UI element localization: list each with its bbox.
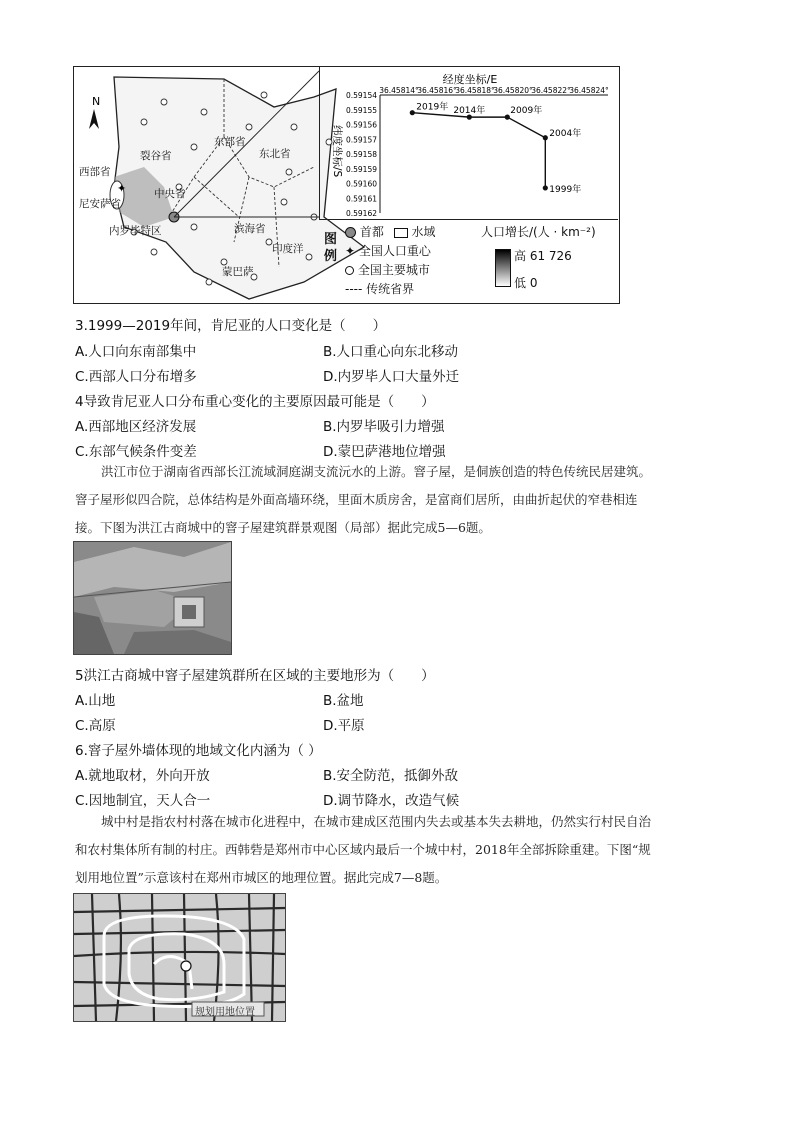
population-center-icon: ✦: [117, 182, 127, 195]
q5-option-c[interactable]: C.高原: [75, 718, 116, 734]
planning-map-caption: 规划用地位置: [195, 1007, 255, 1018]
legend-boundary: 传统省界: [366, 282, 415, 296]
q5-stem: 5洪江古商城中窨子屋建筑群所在区域的主要地形为（ ）: [75, 668, 435, 684]
q5-option-d[interactable]: D.平原: [323, 718, 365, 734]
label-mombasa: 蒙巴萨: [222, 266, 254, 278]
legend-water: 水域: [411, 225, 436, 239]
q3-option-c[interactable]: C.西部人口分布增多: [75, 369, 197, 385]
boundary-legend-icon: ----: [345, 282, 363, 296]
passage-hongjiang: [75, 458, 725, 542]
y-tick-label: 0.59157: [345, 135, 377, 145]
q6-stem: 6.窨子屋外墙体现的地域文化内涵为（ ）: [75, 743, 322, 759]
inset-chart: [320, 67, 618, 219]
q6-option-b[interactable]: B.安全防范，抵御外敌: [323, 768, 459, 784]
passage-line: 划用地位置”示意该村在郑州市城区的地理位置。据此完成7—8题。: [75, 870, 448, 885]
north-arrow-icon: [89, 109, 99, 129]
series-line: [412, 113, 545, 188]
label-northeast: 东北省: [259, 148, 291, 160]
q4-option-b[interactable]: B.内罗毕吸引力增强: [323, 419, 445, 435]
data-label: 1999年: [549, 184, 582, 195]
legend-center: 全国人口重心: [358, 244, 431, 258]
passage-line: 洪江市位于湖南省西部长江流域洞庭湖支流沅水的上游。窨子屋，是侗族创造的特色传统民居建筑。: [101, 464, 652, 479]
center-legend-icon: ✦: [345, 244, 356, 258]
y-tick-label: 0.59161: [345, 194, 377, 204]
growth-ramp: [495, 249, 511, 287]
x-tick-label: 36.45816°: [417, 86, 457, 95]
north-label: N: [92, 95, 101, 108]
legend-low: 低 0: [514, 276, 538, 290]
legend-high: 高 61 726: [514, 249, 572, 263]
capital-legend-icon: [345, 227, 356, 238]
data-label: 2004年: [549, 128, 582, 139]
x-tick-label: 36.45820°: [493, 86, 533, 95]
x-tick-label: 36.45822°: [531, 86, 571, 95]
q5-option-a[interactable]: A.山地: [75, 693, 116, 709]
x-tick-label: 36.45818°: [455, 86, 495, 95]
city-legend-icon: [345, 266, 354, 275]
legend-cities: 全国主要城市: [357, 263, 430, 277]
inset-chart-panel: [319, 67, 618, 220]
q6-option-d[interactable]: D.调节降水，改造气候: [323, 793, 460, 809]
passage-urban-village: [75, 808, 725, 892]
y-tick-label: 0.59154: [345, 91, 377, 100]
q6-option-a[interactable]: A.就地取材，外向开放: [75, 768, 210, 784]
y-tick-label: 0.59156: [345, 120, 377, 130]
passage-line: 接。下图为洪江古商城中的窨子屋建筑群景观图（局部）据此完成5—6题。: [75, 520, 491, 535]
y-tick-label: 0.59159: [345, 164, 377, 174]
q6-option-c[interactable]: C.因地制宜，天人合一: [75, 793, 211, 809]
label-rift: 裂谷省: [140, 150, 172, 162]
y-tick-label: 0.59158: [345, 150, 377, 159]
label-west: 西部省: [79, 166, 111, 178]
label-central: 中央省: [154, 188, 186, 200]
legend-title: 图例: [324, 232, 338, 264]
label-coast: 滨海省: [234, 223, 266, 235]
y-tick-label: 0.59160: [345, 179, 377, 189]
data-point: [410, 110, 415, 115]
q3-option-a[interactable]: A.人口向东南部集中: [75, 344, 197, 360]
kenya-figure: [73, 66, 620, 304]
q4-option-d[interactable]: D.蒙巴萨港地位增强: [323, 444, 446, 460]
data-point: [543, 185, 548, 190]
legend-capital: 首都: [359, 225, 384, 239]
data-point: [505, 115, 510, 120]
y-tick-label: 0.59155: [345, 105, 377, 115]
q3-stem: 3.1999—2019年间，肯尼亚的人口变化是（ ）: [75, 318, 387, 334]
data-label: 2009年: [510, 106, 543, 117]
y-tick-label: 0.59162: [345, 209, 377, 218]
legend-growth-title: 人口增长/(人 · km⁻²): [481, 225, 596, 239]
x-tick-label: 36.45824°: [569, 86, 609, 95]
water-legend-icon: [394, 228, 408, 238]
passage-line: 窨子屋形似四合院，总体结构是外面高墙环绕，里面木质房舍，是富商们居所，由曲折起伏的窄巷相连: [75, 492, 638, 507]
data-label: 2014年: [453, 106, 486, 117]
q5-option-b[interactable]: B.盆地: [323, 693, 364, 709]
x-tick-label: 36.45814°: [379, 86, 419, 95]
label-east: 东部省: [214, 136, 246, 148]
planning-map: [73, 893, 286, 1022]
data-label: 2019年: [416, 102, 449, 113]
passage-line: 城中村是指农村村落在城市化进程中，在城市建成区范围内失去或基本失去耕地，仍然实行村民自治: [101, 814, 652, 829]
q4-stem: 4导致肯尼亚人口分布重心变化的主要原因最可能是（ ）: [75, 394, 435, 410]
y-axis-title: 纬度坐标/S: [331, 125, 343, 178]
q4-option-a[interactable]: A.西部地区经济发展: [75, 419, 197, 435]
data-point: [543, 135, 548, 140]
q3-option-b[interactable]: B.人口重心向东北移动: [323, 344, 459, 360]
passage-line: 和农村集体所有制的村庄。西韩砦是郑州市中心区域内最后一个城中村，2018年全部拆除重建。下图“规: [75, 842, 651, 857]
label-nairobi: 内罗毕特区: [109, 225, 162, 237]
label-nyanza: 尼安萨省: [79, 198, 121, 210]
legend: [319, 219, 617, 303]
label-ocean: 印度洋: [272, 243, 304, 255]
village-marker: [181, 961, 191, 971]
q4-option-c[interactable]: C.东部气候条件变差: [75, 444, 197, 460]
x-axis-title: 经度坐标/E: [442, 73, 498, 86]
yinzi-house-photo: [73, 541, 232, 655]
q3-option-d[interactable]: D.内罗毕人口大量外迁: [323, 369, 460, 385]
